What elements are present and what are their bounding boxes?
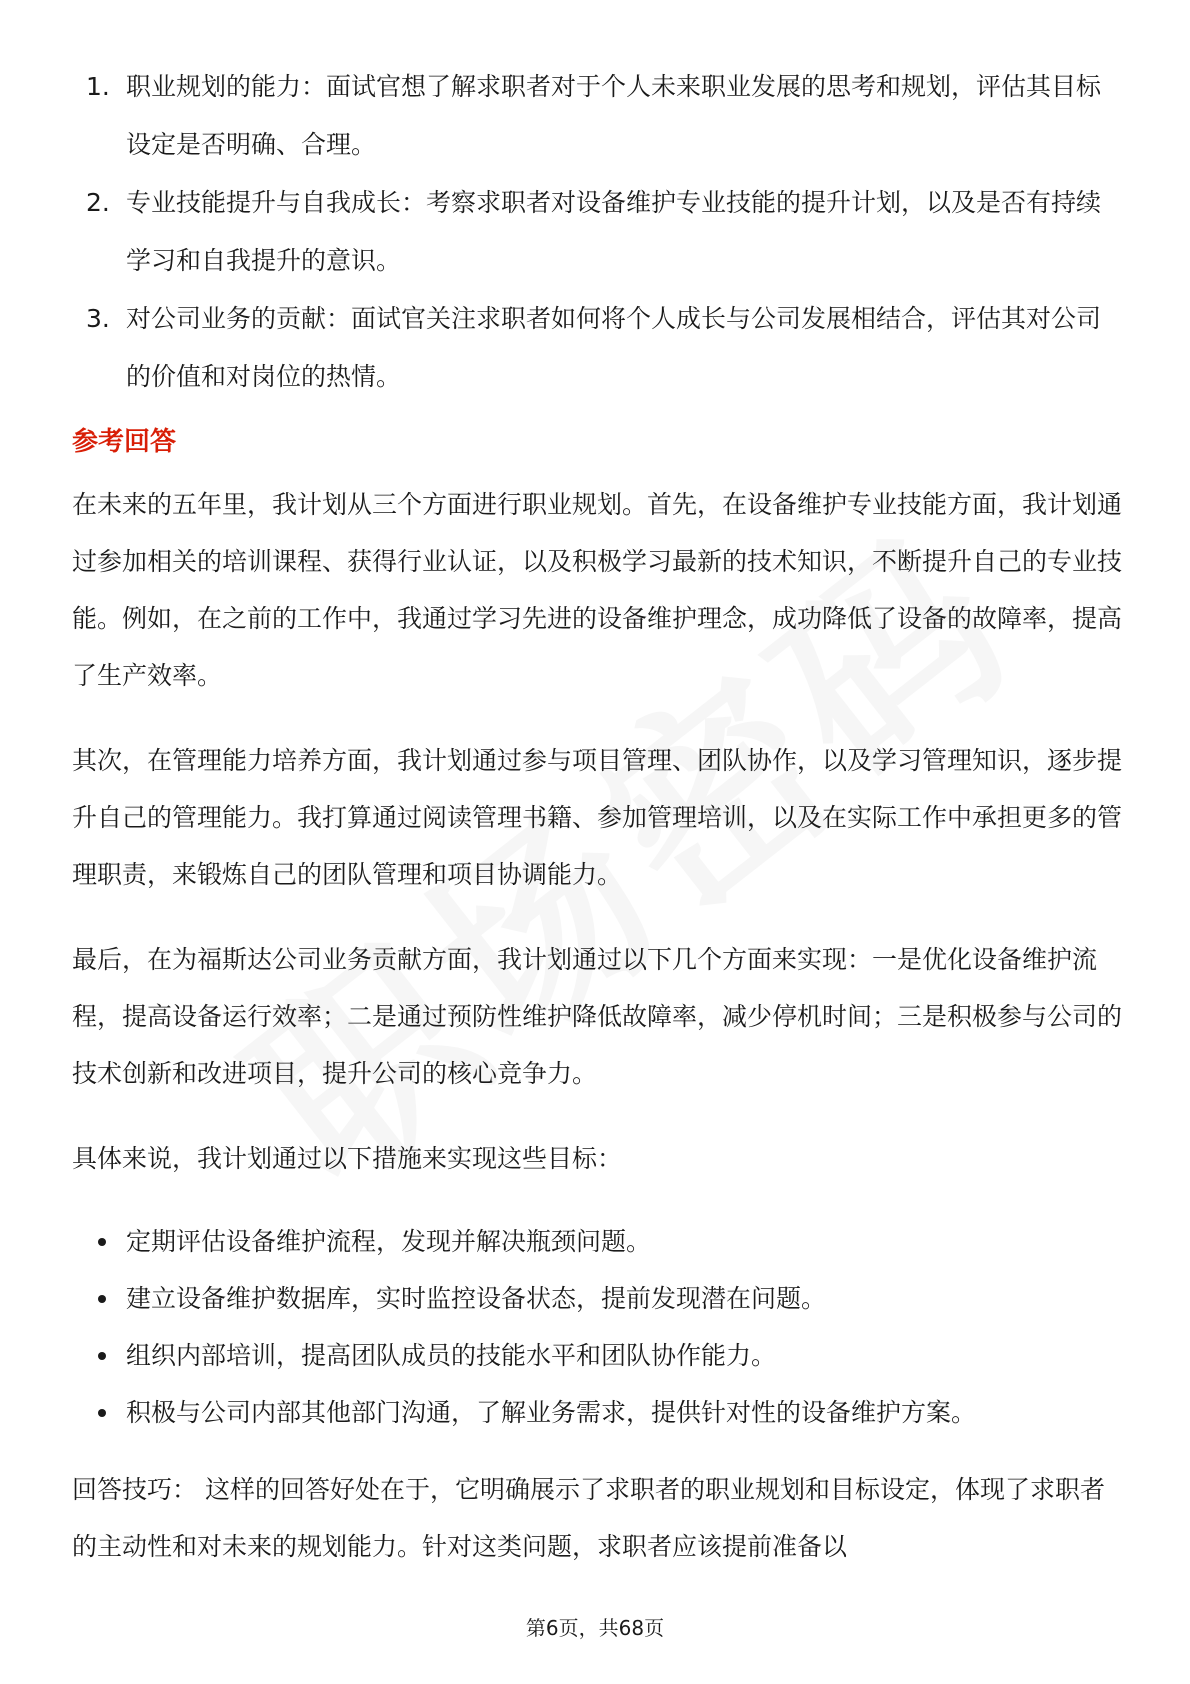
list-text: 组织内部培训，提高团队成员的技能水平和团队协作能力。 — [126, 1341, 777, 1370]
list-item — [72, 1213, 1122, 1270]
list-item — [72, 1384, 1122, 1441]
list-item — [72, 1270, 1122, 1327]
bullet-icon — [98, 1409, 106, 1417]
list-number: 2. — [86, 188, 110, 217]
answer-heading: 参考回答 — [72, 427, 177, 457]
list-text: 定期评估设备维护流程，发现并解决瓶颈问题。 — [126, 1227, 652, 1256]
paragraph: 最后，在为福斯达公司业务贡献方面，我计划通过以下几个方面来实现：一是优化设备维护流程，提高设备运行效率；二是通过预防性维护降低故障率，减少停机时间；三是积极参与公司的技术创新和改进项目，提升公司的核心竞争力。 — [72, 945, 1123, 1088]
criteria-list — [72, 58, 1122, 406]
bullet-icon — [98, 1238, 106, 1246]
paragraph: 具体来说，我计划通过以下措施来实现这些目标： — [72, 1144, 623, 1173]
measures-list — [72, 1213, 1122, 1441]
list-number: 3. — [86, 304, 110, 333]
list-text: 对公司业务的贡献：面试官关注求职者如何将个人成长与公司发展相结合，评估其对公司的价值和对岗位的热情。 — [126, 304, 1102, 391]
list-text: 职业规划的能力：面试官想了解求职者对于个人未来职业发展的思考和规划，评估其目标设定是否明确、合理。 — [126, 72, 1102, 159]
page-content — [72, 58, 1122, 1603]
page-footer: 第6页，共68页 — [525, 1616, 665, 1640]
list-text: 积极与公司内部其他部门沟通，了解业务需求，提供针对性的设备维护方案。 — [126, 1398, 977, 1427]
list-item — [72, 1327, 1122, 1384]
list-text: 建立设备维护数据库，实时监控设备状态，提前发现潜在问题。 — [126, 1284, 827, 1313]
list-item — [72, 290, 1122, 406]
paragraph: 其次，在管理能力培养方面，我计划通过参与项目管理、团队协作，以及学习管理知识，逐步提升自己的管理能力。我打算通过阅读管理书籍、参加管理培训，以及在实际工作中承担更多的管理职责，来锻炼自己的团队管理和项目协调能力。 — [72, 746, 1123, 889]
paragraph: 在未来的五年里，我计划从三个方面进行职业规划。首先，在设备维护专业技能方面，我计划通过参加相关的培训课程、获得行业认证，以及积极学习最新的技术知识，不断提升自己的专业技能。例如，在之前的工作中，我通过学习先进的设备维护理念，成功降低了设备的故障率，提高了生产效率。 — [72, 490, 1123, 690]
bullet-icon — [98, 1295, 106, 1303]
list-text: 专业技能提升与自我成长：考察求职者对设备维护专业技能的提升计划，以及是否有持续学习和自我提升的意识。 — [126, 188, 1102, 275]
list-item — [72, 174, 1122, 290]
list-number: 1. — [86, 72, 110, 101]
tips-paragraph: 回答技巧： 这样的回答好处在于，它明确展示了求职者的职业规划和目标设定，体现了求职者的主动性和对未来的规划能力。针对这类问题，求职者应该提前准备以 — [72, 1475, 1105, 1561]
bullet-icon — [98, 1352, 106, 1360]
list-item — [72, 58, 1122, 174]
